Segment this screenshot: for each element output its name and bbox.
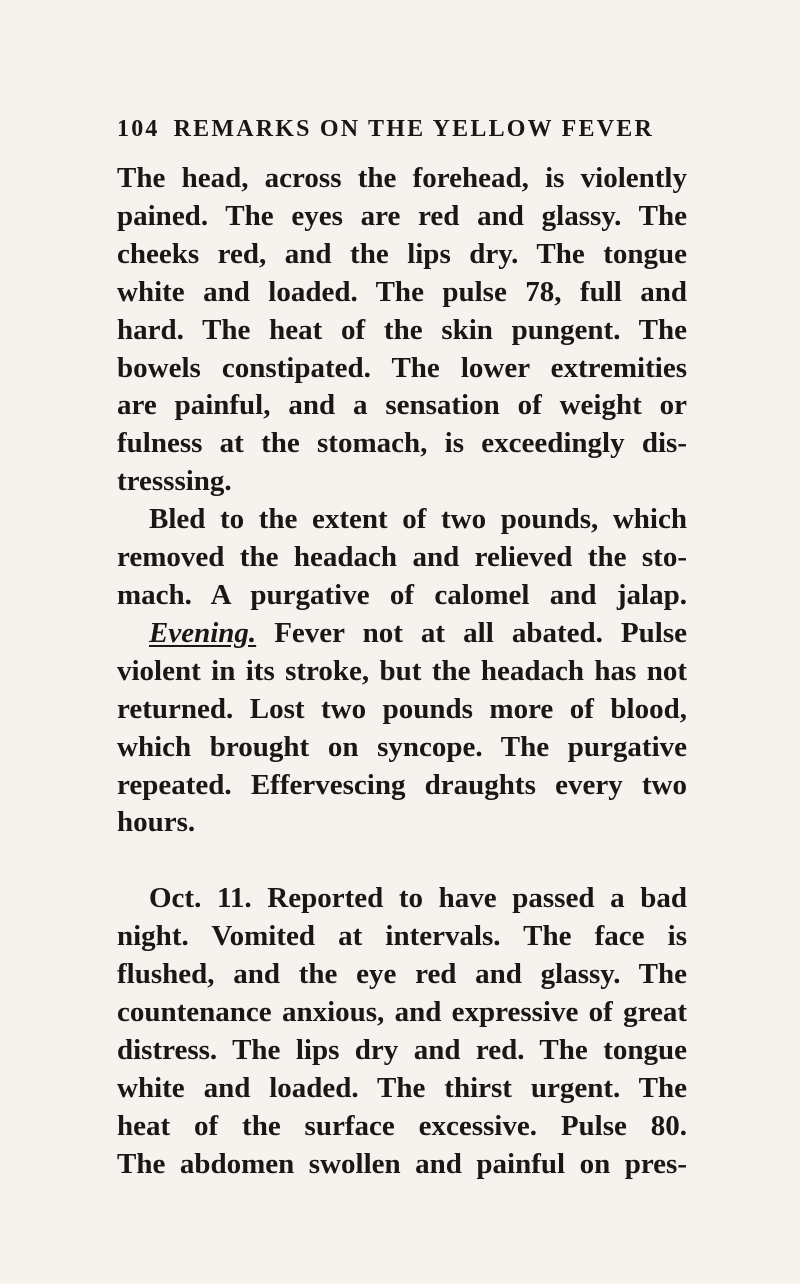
- text-line: Oct. 11. Reported to have passed a bad: [149, 882, 687, 915]
- text-line: countenance anxious, and expressive of great: [117, 995, 687, 1028]
- text-line: [117, 615, 687, 653]
- text-line: The abdomen swollen and painful on pres-: [117, 1147, 687, 1180]
- text-line: night. Vomited at intervals. The face is: [117, 920, 687, 953]
- text-line: flushed, and the eye red and glassy. The: [117, 958, 687, 991]
- text-line: hours.: [117, 806, 196, 839]
- text-line: violent in its stroke, but the headach has not: [117, 654, 687, 687]
- text-fragment: Fever not at all abated. Pulse: [274, 616, 687, 649]
- text-line: returned. Lost two pounds more of blood,: [117, 692, 687, 725]
- text-line: mach. A purgative of calomel and jalap.: [117, 578, 687, 611]
- text-line: fulness at the stomach, is exceedingly dis-: [117, 427, 687, 460]
- text-line: Bled to the extent of two pounds, which: [149, 503, 687, 536]
- text-line: The head, across the forehead, is violently: [117, 162, 687, 194]
- running-head: [117, 116, 677, 143]
- text-line: bowels constipated. The lower extremities: [117, 351, 687, 384]
- text-line: hard. The heat of the skin pungent. The: [117, 313, 687, 346]
- text-line: cheeks red, and the lips dry. The tongue: [117, 237, 687, 270]
- text-line: heat of the surface excessive. Pulse 80.: [117, 1109, 687, 1142]
- evening-label: Evening.: [149, 616, 257, 649]
- text-line: are painful, and a sensation of weight or: [117, 389, 687, 422]
- body-text: [117, 160, 687, 1183]
- page-number: 104: [117, 116, 160, 142]
- running-title: REMARKS ON THE YELLOW FEVER: [173, 116, 654, 142]
- text-line: repeated. Effervescing draughts every two: [117, 768, 687, 801]
- text-line: distress. The lips dry and red. The tongue: [117, 1033, 687, 1066]
- text-line: which brought on syncope. The purgative: [117, 730, 687, 763]
- text-line: tresssing.: [117, 465, 232, 498]
- text-line: white and loaded. The thirst urgent. The: [117, 1071, 687, 1104]
- text-line: removed the headach and relieved the sto-: [117, 541, 687, 574]
- paragraph-gap: [117, 842, 687, 880]
- text-line: white and loaded. The pulse 78, full and: [117, 275, 687, 308]
- text-line: pained. The eyes are red and glassy. The: [117, 199, 687, 232]
